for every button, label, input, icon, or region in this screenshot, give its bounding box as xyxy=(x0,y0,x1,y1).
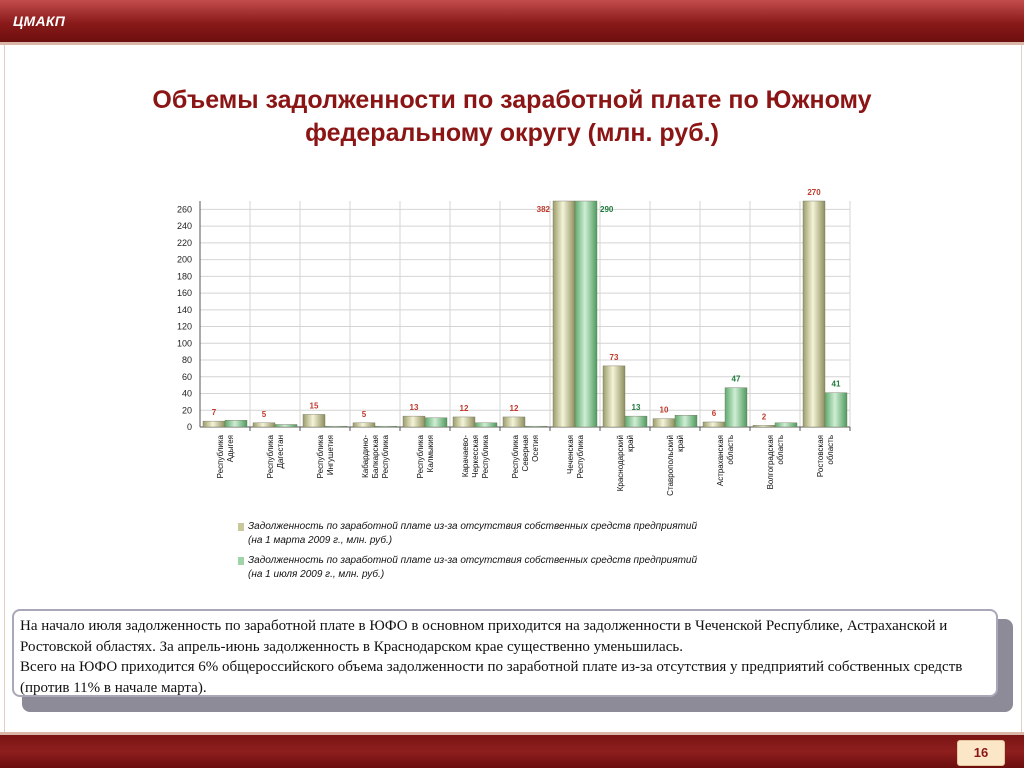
data-label: 47 xyxy=(731,374,741,384)
page-number: 16 xyxy=(957,740,1005,766)
data-label: 10 xyxy=(659,405,669,415)
x-category-label-line: Республика xyxy=(266,435,275,479)
x-category-label-line: Осетия xyxy=(531,435,540,462)
x-category-label xyxy=(766,435,785,489)
x-category-label-line: Волгоградская xyxy=(766,435,775,490)
x-category-label-line: Чеченская xyxy=(566,435,575,475)
chart-gridlines xyxy=(200,201,850,427)
bar-series1 xyxy=(703,422,725,427)
x-category-label-line: область xyxy=(726,435,735,465)
data-label: 382 xyxy=(536,205,550,214)
legend-entry-july xyxy=(236,554,796,582)
bar-series1 xyxy=(803,201,825,427)
data-label: 15 xyxy=(309,401,319,411)
x-category-label-line: Республика xyxy=(576,435,585,479)
x-category-label-line: Дагестан xyxy=(276,435,285,469)
x-category-label-line: область xyxy=(776,435,785,465)
x-category-label xyxy=(511,434,540,478)
bar-series2 xyxy=(525,426,547,427)
x-category-label xyxy=(416,434,435,478)
bar-series1 xyxy=(553,201,575,427)
y-axis-ticks xyxy=(177,204,192,432)
data-label: 12 xyxy=(459,403,469,413)
bar-series1 xyxy=(303,414,325,427)
legend-label-march: Задолженность по заработной плате из-за отсутствия собственных средств предприятий xyxy=(248,521,698,532)
x-category-label xyxy=(316,434,335,478)
y-tick-label: 240 xyxy=(176,221,192,232)
bar-series1 xyxy=(603,366,625,427)
y-tick-label: 140 xyxy=(176,304,192,315)
y-tick-label: 0 xyxy=(186,422,192,432)
data-label: 5 xyxy=(361,409,367,419)
x-category-label-line: Балкарская xyxy=(371,435,380,479)
data-label: 12 xyxy=(509,403,519,413)
commentary-paragraph: На начало июля задолженность по заработной плате в ЮФО в основном приходится на задолженности в Чеченской Республике, Астраханской и Ростовской областях. За апрель-июнь задолженность в Краснодарском крае существенно уменьшилась. xyxy=(20,618,948,655)
legend-entry-march xyxy=(236,520,796,548)
bar-series2 xyxy=(825,393,847,427)
x-category-label xyxy=(216,434,235,478)
bar-series2 xyxy=(625,416,647,427)
x-category-label-line: Карачаево- xyxy=(461,435,470,478)
legend-swatch-march xyxy=(238,523,244,531)
x-category-label xyxy=(266,434,285,478)
x-category-label-line: Астраханская xyxy=(716,435,725,487)
legend-sublabel-march: (на 1 марта 2009 г., млн. руб.) xyxy=(248,535,393,546)
y-tick-label: 100 xyxy=(176,338,192,349)
y-tick-label: 40 xyxy=(181,388,192,399)
x-category-label-line: Адыгея xyxy=(226,435,235,463)
data-label: 7 xyxy=(211,408,217,418)
x-category-label xyxy=(566,434,585,478)
bar-series2 xyxy=(375,426,397,427)
commentary-box xyxy=(12,609,998,697)
x-category-label-line: Кабардино- xyxy=(361,435,370,478)
data-label: 6 xyxy=(711,408,717,418)
legend-label-july: Задолженность по заработной плате из-за отсутствия собственных средств предприятий xyxy=(248,555,698,566)
x-category-label-line: Ростовская xyxy=(816,435,825,478)
x-category-label-line: Республика xyxy=(511,435,520,479)
bar-series2 xyxy=(475,423,497,427)
x-category-label-line: Калмыкия xyxy=(426,435,435,473)
x-category-label-line: Черкесская xyxy=(471,435,480,478)
bar-series1 xyxy=(453,417,475,427)
x-category-label-line: Республика xyxy=(381,435,390,479)
data-label: 2 xyxy=(761,412,767,422)
slide-title: Объемы задолженности по заработной плате по Южному федеральному округу (млн. руб.) xyxy=(152,86,872,147)
data-label: 5 xyxy=(261,409,267,419)
chart-axes xyxy=(200,201,850,431)
header-logo: ЦМАКП xyxy=(13,13,66,29)
bar-series2 xyxy=(775,423,797,427)
y-tick-label: 120 xyxy=(176,321,192,332)
y-tick-label: 80 xyxy=(181,355,192,366)
bar-series2 xyxy=(275,424,297,427)
x-category-label-line: Республика xyxy=(416,435,425,479)
bar-series2 xyxy=(425,418,447,427)
bar-series1 xyxy=(653,419,675,427)
bar-series1 xyxy=(203,421,225,427)
bar-series1 xyxy=(503,417,525,427)
y-tick-label: 180 xyxy=(176,271,192,282)
y-tick-label: 20 xyxy=(181,405,192,416)
bar-series2 xyxy=(675,415,697,427)
data-labels xyxy=(212,188,841,421)
y-tick-label: 160 xyxy=(176,288,192,299)
x-axis-categories xyxy=(216,434,835,495)
x-category-label-line: Республика xyxy=(216,435,225,479)
data-label: 41 xyxy=(831,379,841,389)
data-label: 13 xyxy=(631,403,641,413)
x-category-label xyxy=(616,435,635,491)
bar-series2 xyxy=(325,426,347,427)
x-category-label xyxy=(361,434,390,478)
x-category-label-line: область xyxy=(826,435,835,465)
bar-series2 xyxy=(725,388,747,427)
bar-series2 xyxy=(225,420,247,427)
x-category-label xyxy=(666,435,685,496)
x-category-label-line: Краснодарский xyxy=(616,435,625,492)
data-label: 270 xyxy=(807,188,821,197)
data-label: 290 xyxy=(600,205,614,214)
x-category-label-line: Ингушетия xyxy=(326,435,335,476)
commentary-paragraph: Всего на ЮФО приходится 6% общероссийского объема задолженности по заработной плате из-за отсутствия у предприятий собственных средств (против 11% в начале марта). xyxy=(20,659,963,696)
bar-series1 xyxy=(353,423,375,427)
data-label: 13 xyxy=(409,403,419,413)
y-tick-label: 60 xyxy=(181,371,192,382)
x-category-label-line: Республика xyxy=(316,435,325,479)
x-category-label-line: Республика xyxy=(481,435,490,479)
x-category-label-line: край xyxy=(626,435,635,452)
y-tick-label: 220 xyxy=(176,237,192,248)
bar-series1 xyxy=(403,416,425,427)
bar-series2 xyxy=(575,201,597,427)
legend-sublabel-july: (на 1 июля 2009 г., млн. руб.) xyxy=(248,569,385,580)
y-tick-label: 260 xyxy=(176,204,192,215)
x-category-label-line: Северная xyxy=(521,435,530,472)
x-category-label xyxy=(716,435,735,486)
legend-swatch-july xyxy=(238,557,244,565)
chart-legend xyxy=(236,520,796,588)
x-category-label-line: край xyxy=(676,435,685,452)
bar-series1 xyxy=(753,425,775,427)
footer-bar xyxy=(0,735,1024,768)
x-category-label xyxy=(461,434,490,478)
bar-series1 xyxy=(253,423,275,427)
data-label: 73 xyxy=(609,352,619,362)
x-category-label-line: Ставропольский xyxy=(666,435,675,496)
x-category-label xyxy=(816,435,835,477)
y-tick-label: 200 xyxy=(176,254,192,265)
